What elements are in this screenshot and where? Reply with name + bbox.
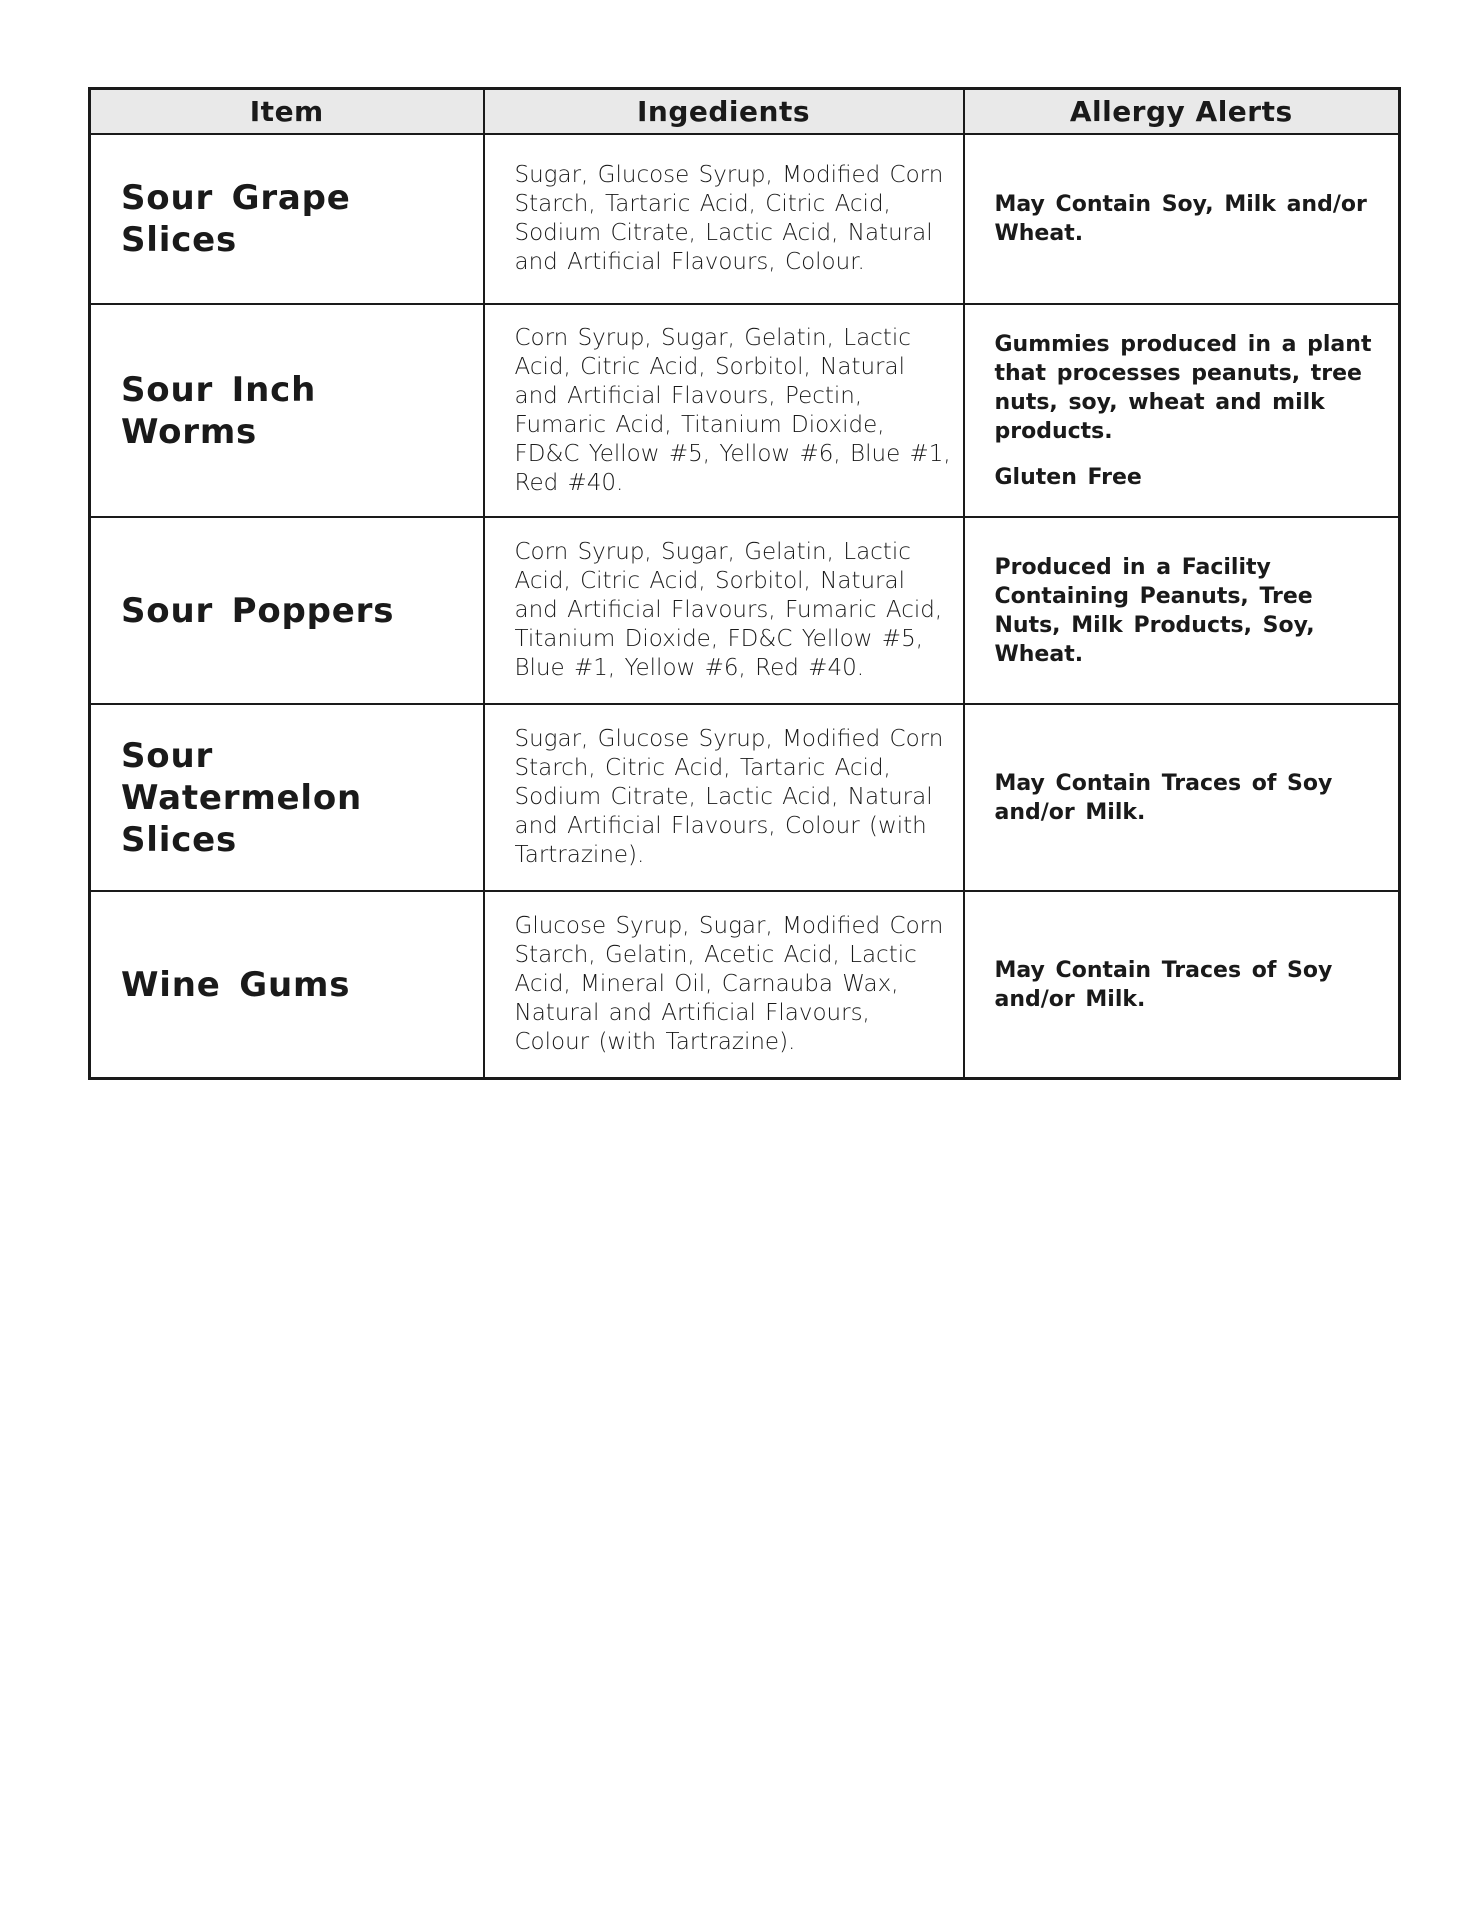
- allergy-alert-cell: [964, 134, 1400, 304]
- header-ingredients: Ingedients: [484, 89, 964, 135]
- ingredients-text: Corn Syrup, Sugar, Gelatin, Lactic Acid, Citric Acid, Sorbitol, Natural and Artificial Flavours, Fumaric Acid, Titanium Dioxide, FD&C Yellow #5, Blue #1, Yellow #6, Red #40.: [484, 517, 964, 704]
- ingredients-text: Sugar, Glucose Syrup, Modified Corn Starch, Tartaric Acid, Citric Acid, Sodium Citrate, Lactic Acid, Natural and Artificial Flavours, Colour.: [484, 134, 964, 304]
- allergy-alert-text: Gummies produced in a plant that processes peanuts, tree nuts, soy, wheat and milk products.: [994, 331, 1372, 444]
- ingredients-text: Corn Syrup, Sugar, Gelatin, Lactic Acid, Citric Acid, Sorbitol, Natural and Artificial Flavours, Pectin, Fumaric Acid, Titanium Dioxide, FD&C Yellow #5, Yellow #6, Blue #1, Red #40.: [484, 304, 964, 517]
- item-name: Sour Poppers: [90, 517, 484, 704]
- table-header: [90, 89, 1400, 135]
- table-row: [90, 134, 1400, 304]
- table-row: [90, 517, 1400, 704]
- item-name: Sour Watermelon Slices: [90, 704, 484, 891]
- allergy-alert-cell: [964, 304, 1400, 517]
- table-row: [90, 304, 1400, 517]
- gluten-free-note: Gluten Free: [994, 464, 1142, 490]
- allergy-alert-cell: [964, 517, 1400, 704]
- allergy-table: [88, 87, 1401, 1080]
- header-item: Item: [90, 89, 484, 135]
- allergy-alert-text: May Contain Traces of Soy and/or Milk.: [994, 770, 1333, 825]
- ingredients-text: Sugar, Glucose Syrup, Modified Corn Starch, Citric Acid, Tartaric Acid, Sodium Citrate, Lactic Acid, Natural and Artificial Flavours, Colour (with Tartrazine).: [484, 704, 964, 891]
- table-body: [90, 134, 1400, 1079]
- header-row: [90, 89, 1400, 135]
- allergy-alert-cell: [964, 704, 1400, 891]
- allergy-alert-cell: [964, 891, 1400, 1079]
- item-name: Wine Gums: [90, 891, 484, 1079]
- allergy-alert-text: May Contain Soy, Milk and/or Wheat.: [994, 192, 1367, 246]
- allergy-alert-text: May Contain Traces of Soy and/or Milk.: [994, 957, 1333, 1012]
- table-row: [90, 891, 1400, 1079]
- allergy-alert-text: Produced in a Facility Containing Peanuts, Tree Nuts, Milk Products, Soy, Wheat.: [994, 554, 1315, 667]
- item-name: Sour Inch Worms: [90, 304, 484, 517]
- item-name: Sour Grape Slices: [90, 134, 484, 304]
- header-allergy-alerts: Allergy Alerts: [964, 89, 1400, 135]
- ingredients-text: Glucose Syrup, Sugar, Modified Corn Starch, Gelatin, Acetic Acid, Lactic Acid, Mineral Oil, Carnauba Wax, Natural and Artificial Flavours, Colour (with Tartrazine).: [484, 891, 964, 1079]
- table-row: [90, 704, 1400, 891]
